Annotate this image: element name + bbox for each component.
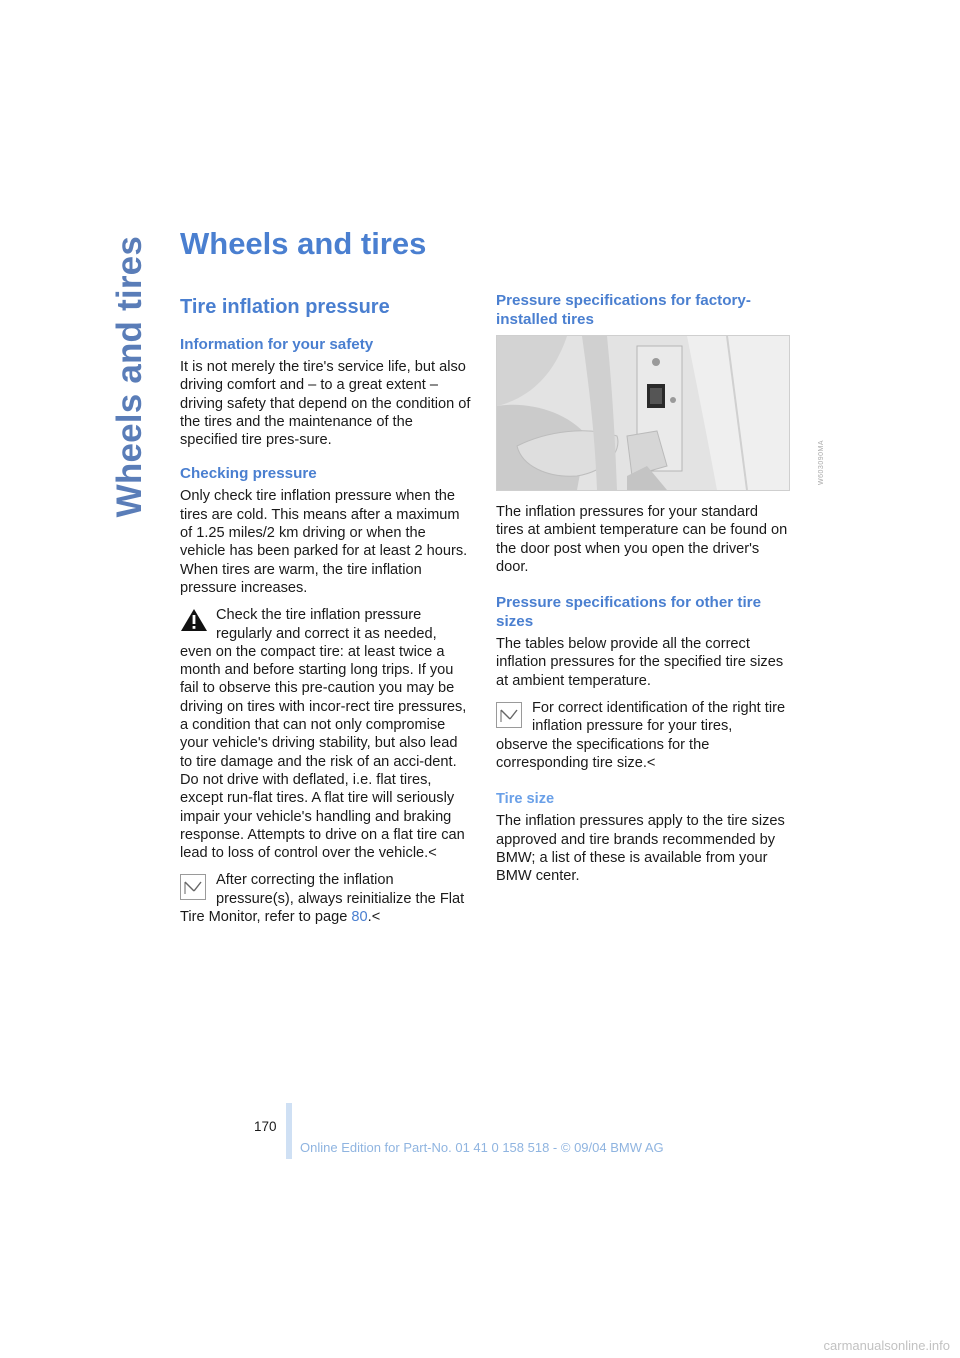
subheading-safety: Information for your safety — [180, 336, 374, 353]
warning-triangle-icon — [180, 608, 208, 632]
subheading-factory-installed: Pressure specifications for factory-installed tires — [496, 292, 751, 328]
warning-text: Check the tire inflation pressure regularly and correct it as needed, even on the compact tire: at least twice a month and before starting long trips. If you fail to observe this pre-caution you may be driving on tires with incor-rect tire pressures, a condition that can not only compromise your vehicle's driving stability, but also lead to tire damage and the risk of an acci-dent. Do not drive with deflated, i.e. flat tires, except run-flat tires. A flat tire will seriously impair your vehicle's handling and braking response. Attempts to drive on a flat tire can lead to loss of control over the vehicle. — [180, 607, 467, 862]
warning-note — [180, 606, 472, 862]
door-post-illustration — [497, 336, 789, 490]
note-end-mark: < — [646, 754, 656, 771]
paragraph-factory: The inflation pressures for your standard tires at ambient temperature can be found on the door post when you open the driver's door. — [496, 504, 788, 575]
warning-end-mark: < — [428, 845, 437, 862]
page-number: 170 — [254, 1119, 277, 1134]
left-column — [180, 292, 472, 926]
footer-edition-text: Online Edition for Part-No. 01 41 0 158 518 - © 09/04 BMW AG — [300, 1140, 664, 1155]
footer-accent-bar — [286, 1103, 292, 1159]
note-pointer-icon — [180, 874, 206, 900]
paragraph-other-sizes: The tables below provide all the correct inflation pressures for the specified tire sizes at ambient temperature. — [496, 636, 784, 689]
info-note-tire-size — [496, 699, 788, 772]
note-text-tire-size: For correct identification of the right tire inflation pressure for your tires, observe the specifications for the corresponding tire size. — [496, 700, 786, 771]
watermark: carmanualsonline.info — [823, 1338, 950, 1353]
note-text: After correcting the inflation pressure(s), always reinitialize the Flat Tire Monitor, refer to page — [180, 872, 465, 926]
paragraph-checking: Only check tire inflation pressure when the tires are cold. This means after a maximum of 1.25 miles/2 km driving or when the vehicle has been parked for at least 2 hours. When tires are warm, the tire inflation pressure increases. — [180, 488, 468, 596]
subheading-other-sizes: Pressure specifications for other tire sizes — [496, 594, 762, 630]
subheading-checking: Checking pressure — [180, 465, 317, 483]
section-heading-tire-inflation: Tire inflation pressure — [180, 296, 390, 318]
paragraph-safety: It is not merely the tire's service life, but also driving comfort and – to a great extent – driving safety that depend on the condition of the tires and the maintenance of the specified tire pres-sure. — [180, 359, 471, 449]
side-tab-label: Wheels and tires — [110, 236, 149, 518]
right-column — [496, 292, 788, 885]
side-tab-chapter — [110, 236, 160, 518]
info-note — [180, 871, 472, 926]
page-title: Wheels and tires — [180, 226, 427, 261]
door-post-photo — [496, 335, 790, 491]
note-end-mark: .< — [367, 909, 381, 926]
paragraph-tire-size: The inflation pressures apply to the tire sizes approved and tire brands recommended by BMW; a list of these is available from your BMW center. — [496, 813, 785, 885]
photo-reference-code: W603090MA — [818, 440, 825, 485]
page-link[interactable]: 80 — [351, 909, 368, 926]
subheading-tire-size: Tire size — [496, 791, 555, 808]
note-pointer-icon — [496, 702, 522, 728]
